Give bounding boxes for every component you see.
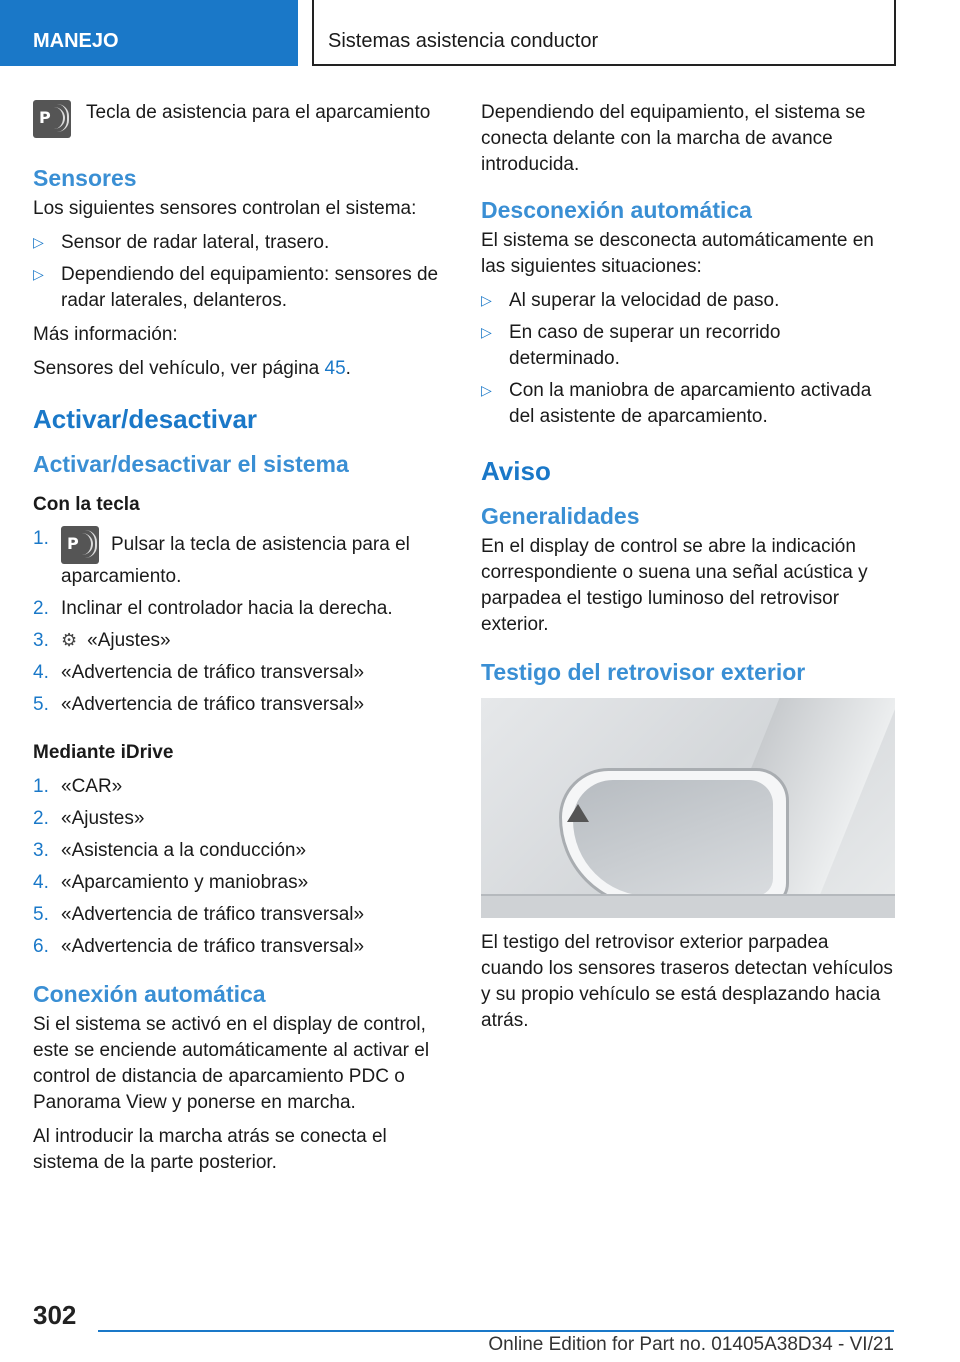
heading-con-tecla: Con la tecla [33,494,140,515]
page-header [0,0,960,66]
parking-assist-key-icon: P [33,100,71,138]
list-item [33,628,447,654]
page-link[interactable]: 45 [324,358,346,379]
step-text: «Ajustes» [87,630,171,651]
key-caption: Tecla de asistencia para el aparcamiento [86,102,431,123]
step-text: «Advertencia de tráfico transversal» [61,936,365,957]
heading-aviso: Aviso [481,456,551,486]
step-text: «Advertencia de tráfico transversal» [61,694,365,715]
list-item [33,902,447,928]
heading-sensores: Sensores [33,165,137,191]
heading-generalidades: Generalidades [481,503,640,529]
step-number: 3. [33,630,49,651]
step-number: 1. [33,776,49,797]
key-caption-row [33,100,447,138]
mirror-illustration [481,698,895,918]
tecla-steps [33,526,447,718]
desconexion-intro: El sistema se desconecta automáticamente en las siguientes situaciones: [481,230,874,277]
intro-paragraph: Dependiendo del equipamiento, el sistema se conecta delante con la marcha de avance introducida. [481,102,866,175]
step-number: 4. [33,662,49,683]
step-number: 5. [33,694,49,715]
parking-assist-key-icon: P [61,526,99,564]
step-text: «CAR» [61,776,123,797]
heading-mediante: Mediante iDrive [33,742,174,763]
reference [33,356,447,382]
warning-triangle-icon [567,804,589,822]
conexion-paragraph-1: Si el sistema se activó en el display de control, este se enciende automáticamente al activar el control de distancia de aparcamiento PDC o Panorama View y ponerse en marcha. [33,1014,430,1113]
step-number: 5. [33,904,49,925]
heading-activar-sistema: Activar/desactivar el sistema [33,451,349,477]
step-text: «Advertencia de tráfico transversal» [61,904,365,925]
sensores-intro: Los siguientes sensores controlan el sistema: [33,198,417,219]
step-text: «Aparcamiento y maniobras» [61,872,309,893]
heading-activar: Activar/desactivar [33,404,258,434]
sensores-list [33,230,447,314]
idrive-steps [33,774,447,960]
step-text: «Asistencia a la conducción» [61,840,307,861]
list-item [33,526,447,590]
step-number: 2. [33,598,49,619]
right-column [481,100,895,1042]
edition-text: Online Edition for Part no. 01405A38D34 - VI/21 [488,1334,894,1355]
left-column [33,100,447,1184]
mirror-glass [573,780,773,896]
heading-desconexion: Desconexión automática [481,197,752,223]
step-number: 1. [33,528,49,549]
list-item: ▷ Dependiendo del equipamiento: sensores de radar laterales, delanteros. [33,262,447,314]
step-text: «Ajustes» [61,808,145,829]
step-number: 2. [33,808,49,829]
page-number: 302 [33,1300,77,1330]
conexion-paragraph-2: Al introducir la marcha atrás se conecta el sistema de la parte posterior. [33,1126,387,1173]
list-item [33,660,447,686]
list-item [33,596,447,622]
step-number: 3. [33,840,49,861]
list-item: ▷ Sensor de radar lateral, trasero. [33,230,447,256]
reference-text: Sensores del vehículo, ver página [33,358,325,379]
step-number: 4. [33,872,49,893]
list-item: ▷ En caso de superar un recorrido determinado. [481,320,895,372]
section-tab: MANEJO [0,0,298,66]
list-item [33,838,447,864]
list-item [33,870,447,896]
more-info: Más información: [33,324,178,345]
footer-divider [98,1330,894,1332]
reference-end: . [345,358,351,379]
step-text: Inclinar el controlador hacia la derecha. [61,598,393,619]
list-item [33,806,447,832]
door-panel [481,894,895,918]
heading-testigo: Testigo del retrovisor exterior [481,659,806,685]
list-item: ▷ Con la maniobra de aparcamiento activada del asistente de aparcamiento. [481,378,895,430]
list-item [33,692,447,718]
list-item [33,934,447,960]
step-text: «Advertencia de tráfico transversal» [61,662,365,683]
step-text: Pulsar la tecla de asistencia para el aparcamiento. [61,534,410,587]
testigo-paragraph: El testigo del retrovisor exterior parpadea cuando los sensores traseros detectan vehículos y su propio vehículo se está desplazando hacia atrás. [481,932,893,1031]
step-number: 6. [33,936,49,957]
heading-conexion: Conexión automática [33,981,266,1007]
chapter-title: Sistemas asistencia conductor [312,0,896,66]
list-item: ▷ Al superar la velocidad de paso. [481,288,895,314]
desconexion-list [481,288,895,430]
list-item [33,774,447,800]
gear-icon: ⚙ [61,630,78,651]
generalidades-paragraph: En el display de control se abre la indicación correspondiente o suena una señal acústica y parpadea el testigo luminoso del retrovisor exterior. [481,536,868,635]
